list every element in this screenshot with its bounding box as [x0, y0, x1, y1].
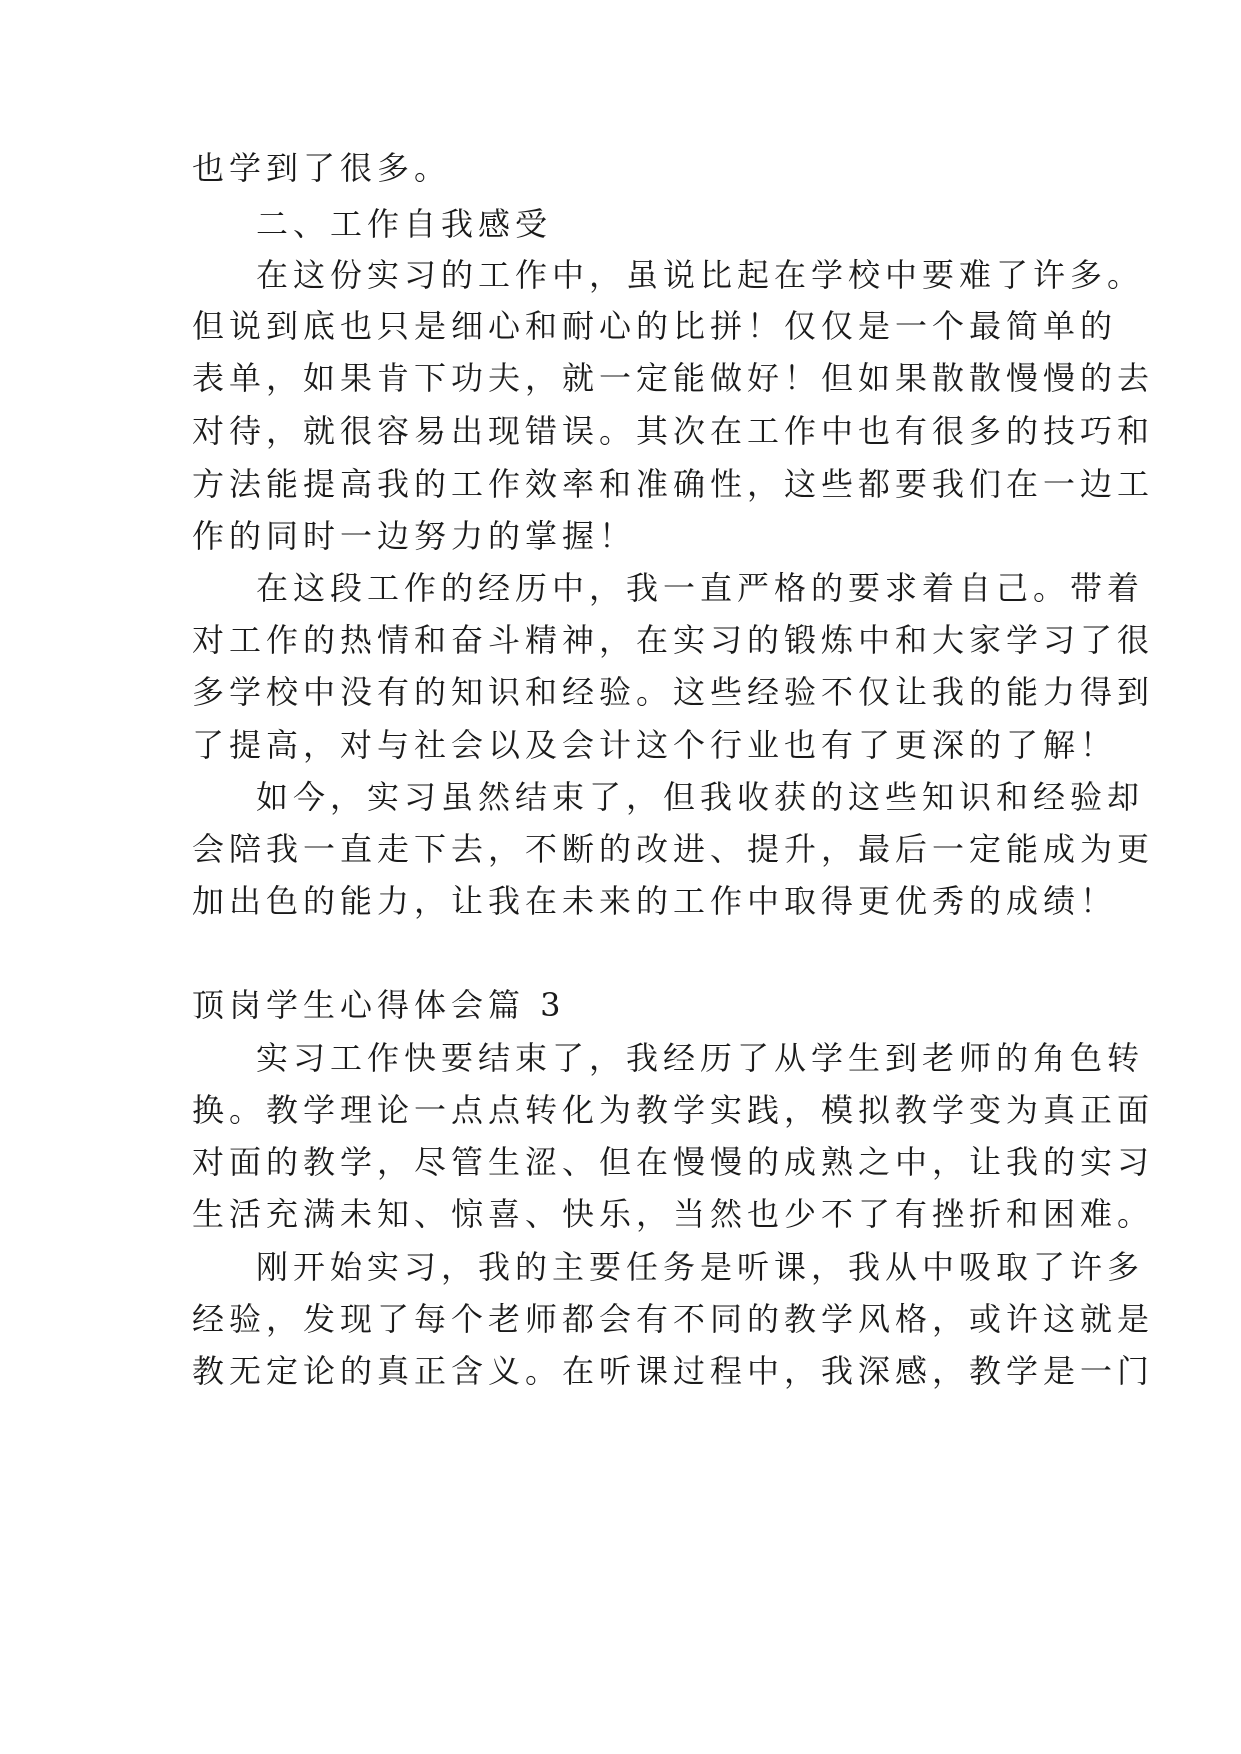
paragraph-line: 但说到底也只是细心和耐心的比拼！仅仅是一个最简单的 — [192, 307, 1118, 345]
paragraph-line: 多学校中没有的知识和经验。这些经验不仅让我的能力得到 — [192, 673, 1155, 711]
paragraph-line: 对工作的热情和奋斗精神，在实习的锻炼中和大家学习了很 — [192, 621, 1155, 659]
paragraph-line: 经验，发现了每个老师都会有不同的教学风格，或许这就是 — [192, 1300, 1155, 1338]
paragraph-line: 刚开始实习，我的主要任务是听课，我从中吸取了许多 — [256, 1248, 1145, 1286]
paragraph-line: 在这段工作的经历中，我一直严格的要求着自己。带着 — [256, 569, 1145, 607]
paragraph-line: 了提高，对与社会以及会计这个行业也有了更深的了解！ — [192, 726, 1118, 764]
paragraph-line: 对待，就很容易出现错误。其次在工作中也有很多的技巧和 — [192, 412, 1155, 450]
paragraph-line: 表单，如果肯下功夫，就一定能做好！但如果散散慢慢的去 — [192, 359, 1155, 397]
text-line: 也学到了很多。 — [192, 149, 452, 187]
paragraph-line: 换。教学理论一点点转化为教学实践，模拟教学变为真正面 — [192, 1091, 1155, 1129]
paragraph-line: 在这份实习的工作中，虽说比起在学校中要难了许多。 — [256, 256, 1145, 294]
paragraph-line: 生活充满未知、惊喜、快乐，当然也少不了有挫折和困难。 — [192, 1195, 1155, 1233]
paragraph-line: 教无定论的真正含义。在听课过程中，我深感，教学是一门 — [192, 1352, 1155, 1390]
paragraph-line: 方法能提高我的工作效率和准确性，这些都要我们在一边工 — [192, 465, 1155, 503]
paragraph-line: 如今，实习虽然结束了，但我收获的这些知识和经验却 — [256, 778, 1145, 816]
paragraph-line: 对面的教学，尽管生涩、但在慢慢的成熟之中，让我的实习 — [192, 1143, 1155, 1181]
article-title: 顶岗学生心得体会篇 3 — [192, 986, 566, 1024]
paragraph-line: 加出色的能力，让我在未来的工作中取得更优秀的成绩！ — [192, 882, 1118, 920]
paragraph-line: 实习工作快要结束了，我经历了从学生到老师的角色转 — [256, 1039, 1145, 1077]
section-heading: 二、工作自我感受 — [256, 205, 553, 243]
paragraph-line: 会陪我一直走下去，不断的改进、提升，最后一定能成为更 — [192, 830, 1155, 868]
paragraph-line: 作的同时一边努力的掌握！ — [192, 517, 637, 555]
